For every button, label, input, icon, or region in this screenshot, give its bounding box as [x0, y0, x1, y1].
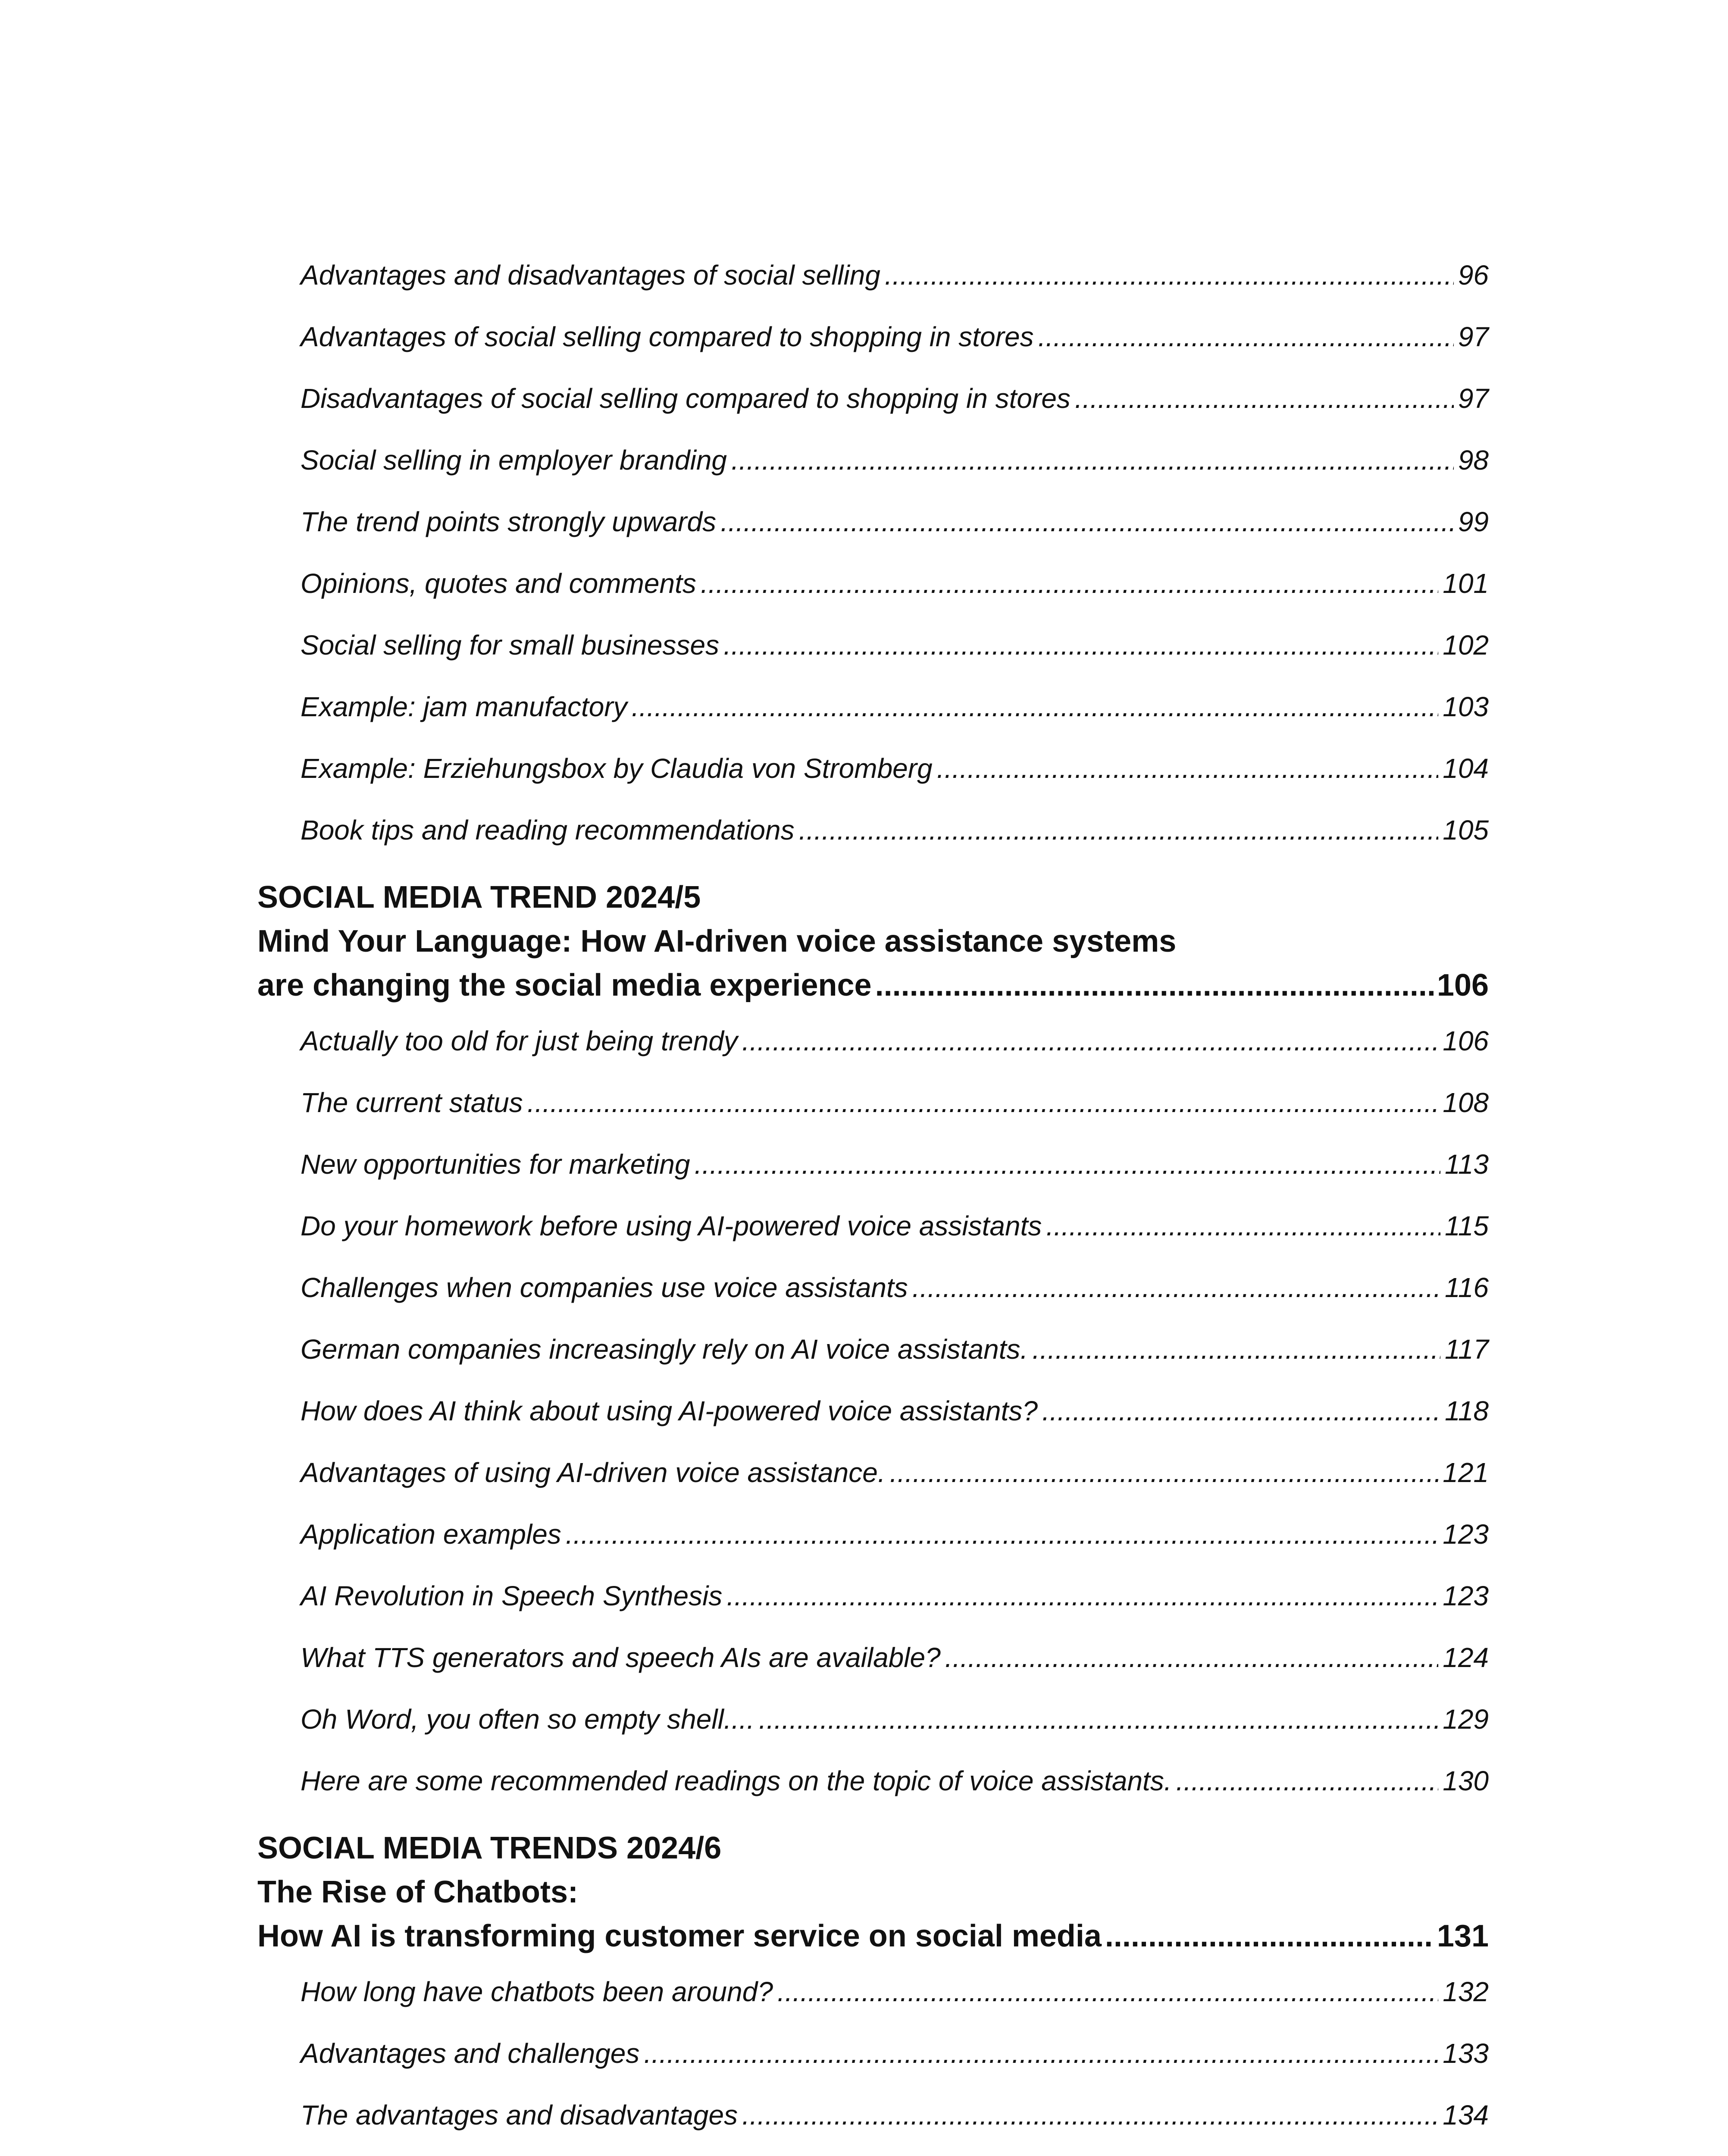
dot-leader [726, 1579, 1438, 1613]
toc-entry-page-number: 116 [1444, 1272, 1489, 1303]
dot-leader [890, 1456, 1439, 1489]
toc-entry[interactable] [257, 1025, 1489, 1058]
toc-entry-page-number: 118 [1444, 1395, 1489, 1426]
dot-leader [1075, 382, 1454, 415]
toc-entry-page-number: 117 [1444, 1334, 1489, 1365]
toc-entry-page-number: 115 [1444, 1210, 1489, 1241]
toc-entry[interactable] [257, 1333, 1489, 1366]
toc-entry[interactable] [257, 1148, 1489, 1181]
dot-leader [799, 814, 1439, 847]
toc-entry-title: The advantages and disadvantages [301, 2100, 738, 2131]
section-heading-line: SOCIAL MEDIA TRENDS 2024/6 [257, 1831, 722, 1865]
toc-entry-title: AI Revolution in Speech Synthesis [301, 1580, 723, 1611]
dot-leader [644, 2037, 1438, 2070]
dot-leader [695, 1148, 1440, 1181]
toc-entry-page-number: 108 [1443, 1087, 1489, 1118]
dot-leader [632, 690, 1439, 724]
toc-entry-page-number: 133 [1443, 2038, 1489, 2069]
dot-leader [701, 567, 1438, 600]
dot-leader [759, 1703, 1438, 1736]
toc-entry-title: Disadvantages of social selling compared to shopping in stores [301, 383, 1071, 414]
toc-entry-title: The trend points strongly upwards [301, 506, 717, 537]
dot-leader [723, 629, 1438, 662]
toc-entry-page-number: 134 [1443, 2100, 1489, 2131]
toc-entry-page-number: 101 [1443, 568, 1489, 599]
toc-entry-page-number: 130 [1443, 1765, 1489, 1796]
toc-entry[interactable] [257, 1271, 1489, 1304]
toc-entry-title: Example: Erziehungsbox by Claudia von Stromberg [301, 753, 933, 784]
toc-entry[interactable] [257, 1579, 1489, 1613]
toc-entry-title: Here are some recommended readings on the topic of voice assistants. [301, 1765, 1172, 1796]
toc-entry-title: Social selling in employer branding [301, 445, 727, 476]
dot-leader [937, 752, 1439, 785]
toc-entry[interactable] [257, 1086, 1489, 1119]
toc-section-heading[interactable] [257, 875, 1489, 1007]
dot-leader [742, 1025, 1438, 1058]
section-heading-line: SOCIAL MEDIA TREND 2024/5 [257, 880, 701, 915]
toc-entry[interactable] [257, 2099, 1489, 2132]
toc-entry[interactable] [257, 1641, 1489, 1674]
section-page-number: 106 [1437, 968, 1489, 1003]
toc-entry[interactable] [257, 752, 1489, 785]
toc-entry[interactable] [257, 1703, 1489, 1736]
toc-entry-title: How long have chatbots been around? [301, 1976, 773, 2007]
toc-section-heading[interactable] [257, 1826, 1489, 1958]
toc-entry-page-number: 99 [1458, 506, 1489, 537]
table-of-contents [257, 259, 1489, 2156]
dot-leader [777, 1975, 1438, 2009]
toc-entry[interactable] [257, 629, 1489, 662]
toc-entry-page-number: 98 [1458, 445, 1489, 476]
dot-leader [731, 444, 1454, 477]
section-page-number: 131 [1437, 1919, 1489, 1953]
toc-entry-title: German companies increasingly rely on AI voice assistants. [301, 1334, 1028, 1365]
dot-leader [527, 1086, 1438, 1119]
dot-leader [1042, 1395, 1440, 1428]
toc-entry-title: Advantages and challenges [301, 2038, 640, 2069]
toc-entry-page-number: 113 [1444, 1149, 1489, 1180]
dot-leader [720, 505, 1454, 539]
dot-leader [566, 1518, 1438, 1551]
toc-entry-page-number: 123 [1443, 1519, 1489, 1550]
toc-entry[interactable] [257, 2037, 1489, 2070]
toc-entry-title: Challenges when companies use voice assistants [301, 1272, 908, 1303]
toc-entry-page-number: 103 [1443, 691, 1489, 722]
toc-entry[interactable] [257, 1395, 1489, 1428]
toc-entry-page-number: 121 [1443, 1457, 1489, 1488]
toc-entry-title: Social selling for small businesses [301, 630, 720, 661]
section-heading-line: The Rise of Chatbots: [257, 1875, 579, 1909]
toc-entry[interactable] [257, 567, 1489, 600]
toc-entry-page-number: 96 [1458, 260, 1489, 291]
toc-entry-title: Application examples [301, 1519, 561, 1550]
toc-entry-page-number: 132 [1443, 1976, 1489, 2007]
toc-entry[interactable] [257, 1210, 1489, 1243]
toc-entry-page-number: 102 [1443, 630, 1489, 661]
toc-entry-title: Advantages of using AI-driven voice assistance. [301, 1457, 886, 1488]
toc-entry-page-number: 105 [1443, 815, 1489, 846]
toc-entry-title: What TTS generators and speech AIs are available? [301, 1642, 941, 1673]
dot-leader [1038, 320, 1454, 354]
toc-entry-title: Advantages of social selling compared to shopping in stores [301, 321, 1034, 352]
toc-entry[interactable] [257, 1975, 1489, 2009]
dot-leader [875, 963, 1434, 1007]
toc-entry-title: Book tips and reading recommendations [301, 815, 795, 846]
toc-entry[interactable] [257, 1456, 1489, 1489]
dot-leader [945, 1641, 1439, 1674]
toc-entry-page-number: 104 [1443, 753, 1489, 784]
toc-entry-title: Opinions, quotes and comments [301, 568, 696, 599]
toc-entry-title: New opportunities for marketing [301, 1149, 690, 1180]
dot-leader [1176, 1764, 1439, 1798]
toc-entry-title: How does AI think about using AI-powered voice assistants? [301, 1395, 1038, 1426]
section-heading-line: Mind Your Language: How AI-driven voice assistance systems [257, 924, 1177, 959]
toc-entry[interactable] [257, 320, 1489, 354]
section-heading-title: How AI is transforming customer service on social media [257, 1919, 1102, 1953]
toc-entry-page-number: 129 [1443, 1704, 1489, 1735]
section-heading-title: are changing the social media experience [257, 968, 872, 1003]
toc-entry[interactable] [257, 1764, 1489, 1798]
dot-leader [885, 259, 1454, 292]
toc-entry-title: Actually too old for just being trendy [301, 1025, 738, 1056]
toc-entry[interactable] [257, 259, 1489, 292]
toc-entry-page-number: 97 [1458, 321, 1489, 352]
dot-leader [742, 2099, 1438, 2132]
toc-entry-page-number: 97 [1458, 383, 1489, 414]
toc-entry[interactable] [257, 382, 1489, 415]
toc-entry-title: Example: jam manufactory [301, 691, 627, 722]
toc-entry-title: Advantages and disadvantages of social selling [301, 260, 880, 291]
toc-entry-title: The current status [301, 1087, 523, 1118]
toc-entry-title: Oh Word, you often so empty shell.... [301, 1704, 754, 1735]
toc-entry[interactable] [257, 505, 1489, 539]
toc-entry[interactable] [257, 444, 1489, 477]
dot-leader [912, 1271, 1440, 1304]
section-heading-final-line [257, 1914, 1489, 1958]
dot-leader [1046, 1210, 1440, 1243]
dot-leader [1105, 1914, 1434, 1958]
toc-entry-page-number: 106 [1443, 1025, 1489, 1056]
toc-entry[interactable] [257, 1518, 1489, 1551]
toc-entry-page-number: 124 [1443, 1642, 1489, 1673]
toc-entry[interactable] [257, 814, 1489, 847]
section-heading-final-line [257, 963, 1489, 1007]
toc-entry[interactable] [257, 690, 1489, 724]
dot-leader [1032, 1333, 1440, 1366]
toc-entry-title: Do your homework before using AI-powered voice assistants [301, 1210, 1042, 1241]
toc-entry-page-number: 123 [1443, 1580, 1489, 1611]
